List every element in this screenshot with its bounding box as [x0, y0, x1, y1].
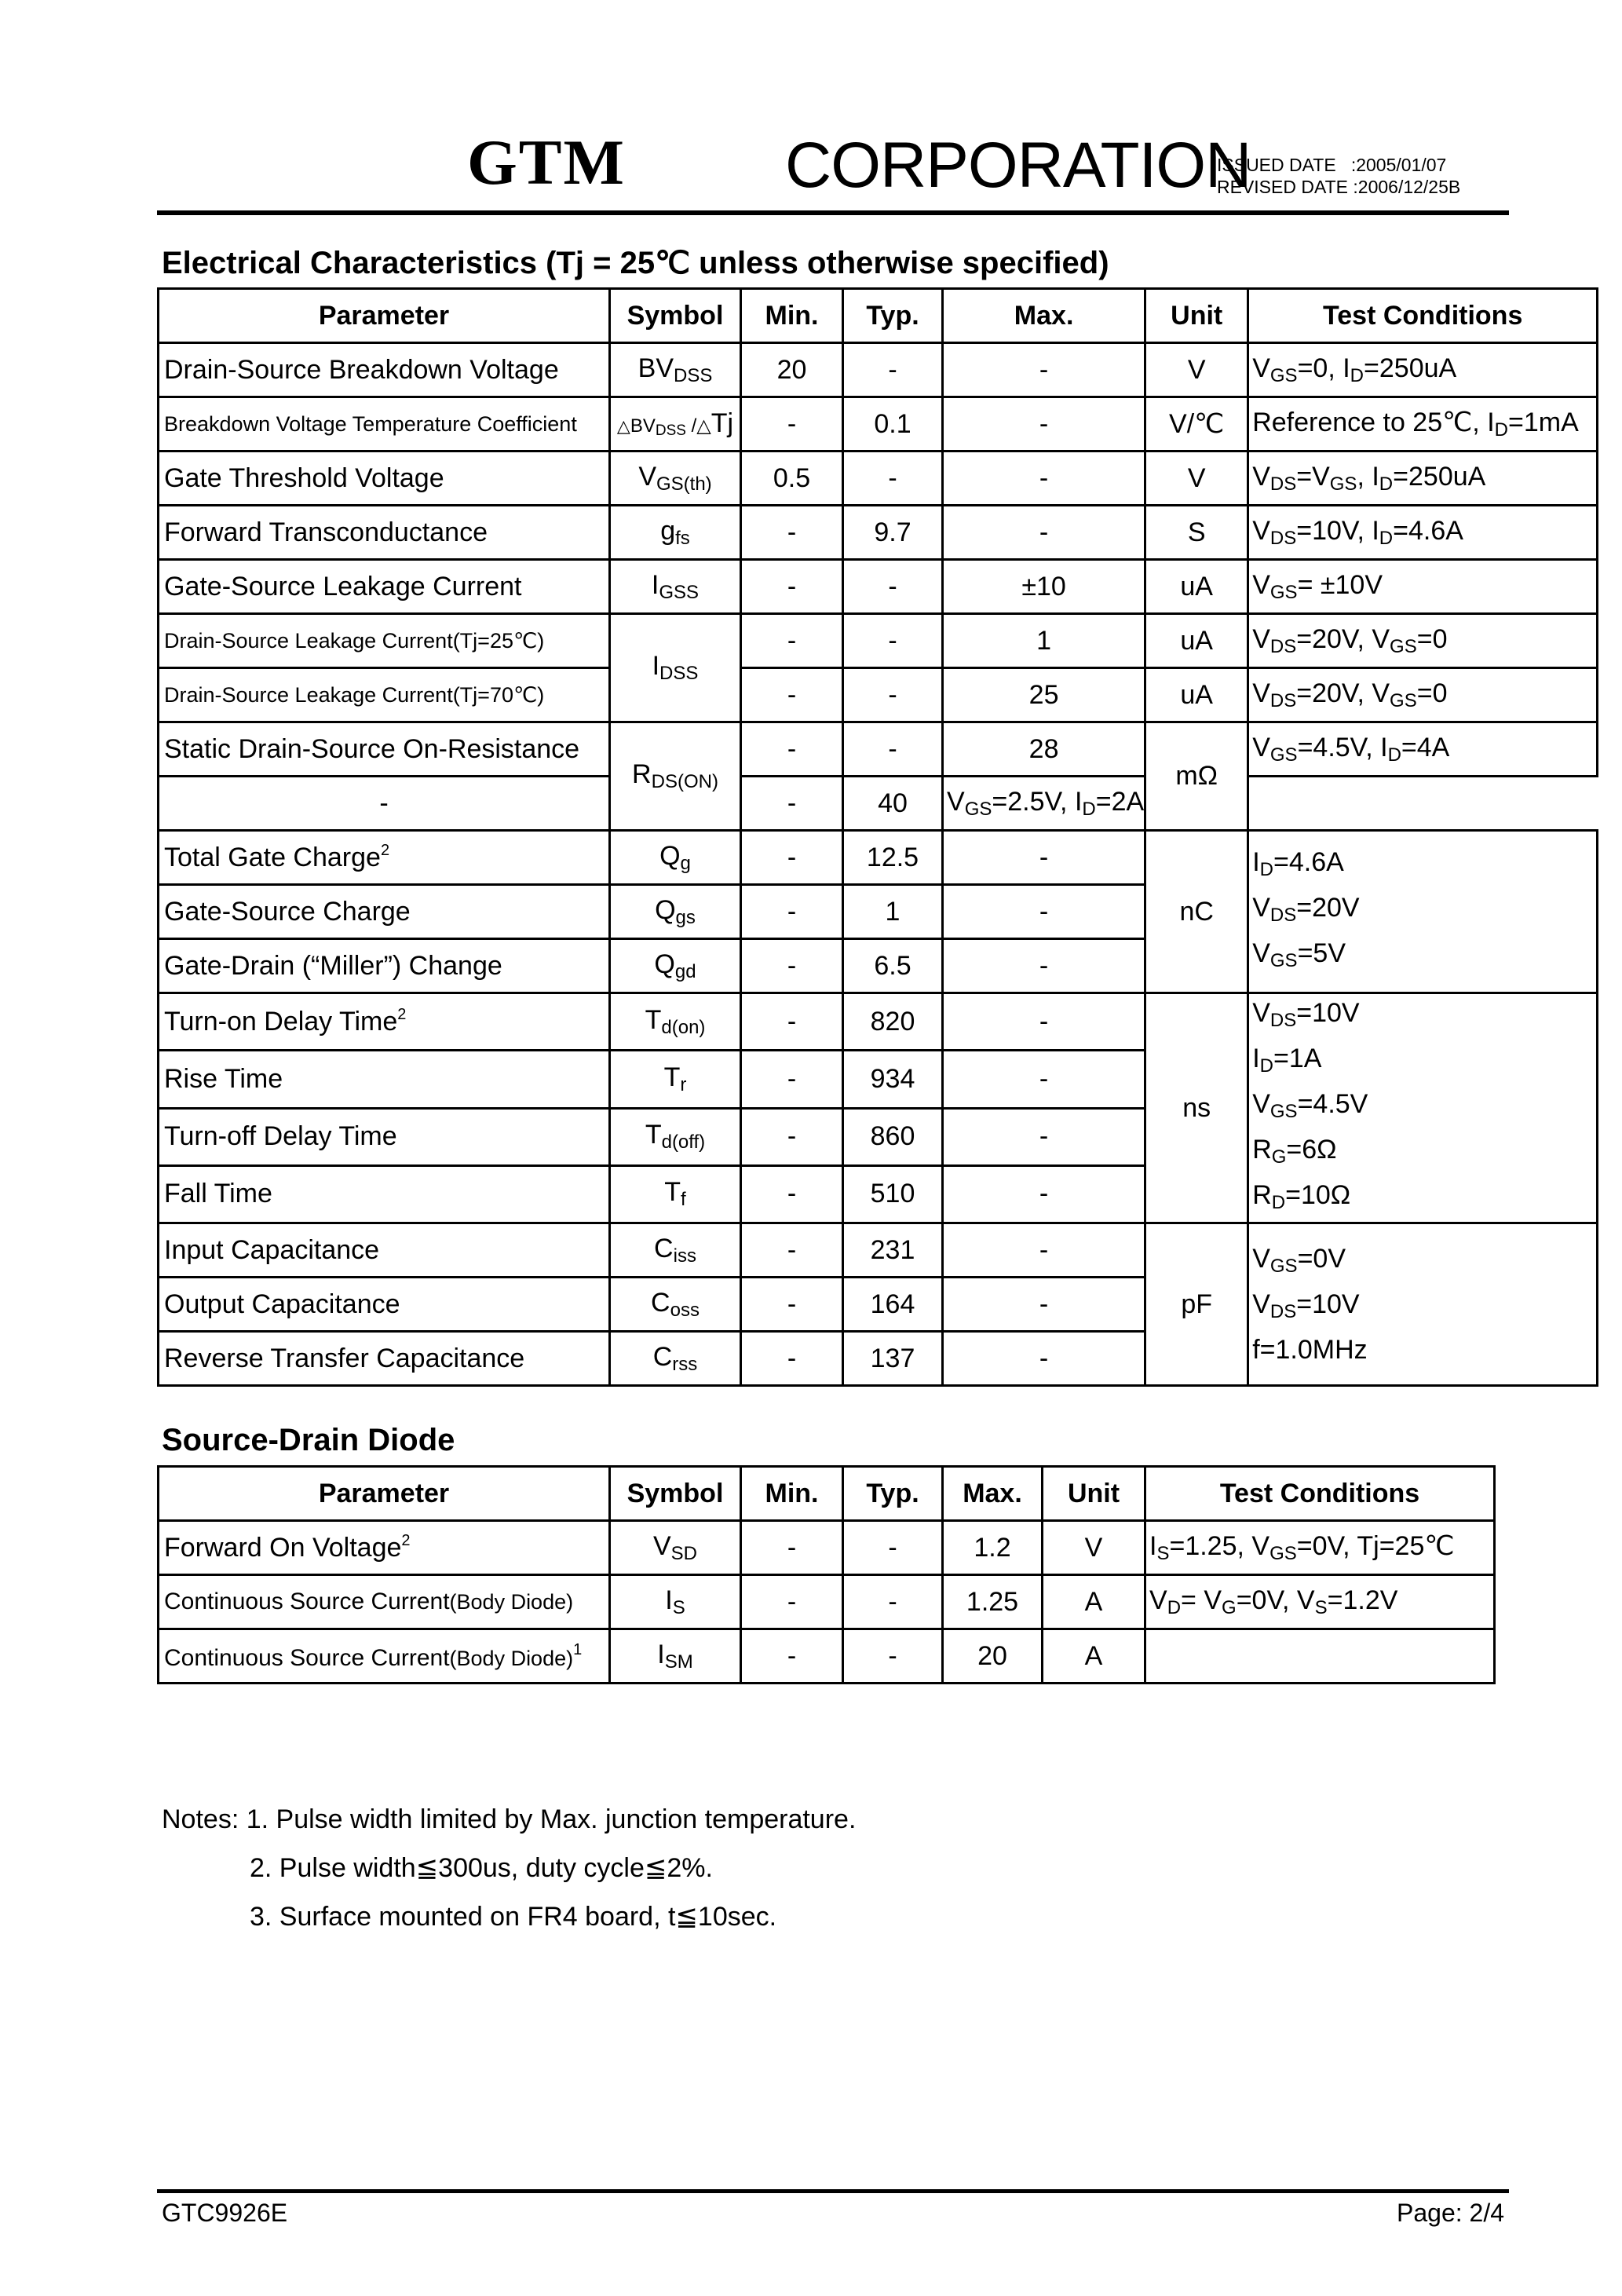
column-header: Min. — [741, 289, 843, 343]
min-cell: - — [741, 885, 843, 939]
symbol-cell: $I_{DSS}$ — [610, 614, 741, 722]
max-cell: ±10 — [943, 560, 1145, 614]
test-conditions-cell: $V_D= V_G=0V$, $V_S=1.2V$ — [1145, 1575, 1495, 1629]
parameter-cell: Rise Time — [159, 1051, 610, 1108]
symbol-cell: $T_{d(on)}$ — [610, 993, 741, 1051]
test-conditions-cell: $V_{DS}=10V$, $I_D=4.6A$ — [1248, 506, 1598, 560]
column-header: Parameter — [159, 289, 610, 343]
table-row — [159, 560, 1598, 614]
parameter-cell: Gate-Source Charge — [159, 885, 610, 939]
symbol-cell: $C_{iss}$ — [610, 1223, 741, 1278]
min-cell: - — [741, 939, 843, 993]
gtm-logo: GTM — [467, 126, 626, 198]
unit-cell: pF — [1145, 1223, 1248, 1386]
table-row — [159, 397, 1598, 452]
parameter-cell: Output Capacitance — [159, 1278, 610, 1332]
unit-cell: uA — [1145, 668, 1248, 722]
table-row — [159, 993, 1598, 1051]
max-cell: - — [943, 506, 1145, 560]
parameter-cell: Gate Threshold Voltage — [159, 452, 610, 506]
max-cell: - — [943, 1108, 1145, 1165]
typ-cell: 510 — [843, 1165, 943, 1223]
typ-cell: 137 — [843, 1332, 943, 1386]
min-cell: - — [741, 1332, 843, 1386]
column-header: Unit — [1145, 289, 1248, 343]
parameter-cell: Input Capacitance — [159, 1223, 610, 1278]
parameter-cell: Reverse Transfer Capacitance — [159, 1332, 610, 1386]
min-cell: 20 — [741, 343, 843, 397]
symbol-cell: $C_{oss}$ — [610, 1278, 741, 1332]
table-row — [159, 1521, 1495, 1575]
unit-cell: V — [1145, 343, 1248, 397]
symbol-cell: $Q_g$ — [610, 831, 741, 885]
symbol-cell: $g_{fs}$ — [610, 506, 741, 560]
table-row — [159, 506, 1598, 560]
note-1: Notes: 1. Pulse width limited by Max. junction temperature. — [162, 1804, 857, 1834]
test-conditions-cell: Reference to 25℃, $I_D=1mA$ — [1248, 397, 1598, 452]
symbol-cell: $T_{d(off)}$ — [610, 1108, 741, 1165]
test-conditions-cell: $V_{GS}=0V$ $V_{DS}=10V$ f=1.0MHz — [1248, 1223, 1598, 1386]
typ-cell: 231 — [843, 1223, 943, 1278]
typ-cell: - — [843, 560, 943, 614]
min-cell: - — [741, 1521, 843, 1575]
test-conditions-cell: $V_{DS}=10V$ $I_D=1A$ $V_{GS}=4.5V$ $R_G=6\Omega$ $R_D=10\Omega$ — [1248, 993, 1598, 1223]
typ-cell: - — [843, 722, 943, 777]
column-header: Max. — [943, 289, 1145, 343]
test-conditions-cell — [1145, 1629, 1495, 1684]
unit-cell: mΩ — [1145, 722, 1248, 831]
min-cell: - — [159, 777, 610, 831]
typ-cell: 12.5 — [843, 831, 943, 885]
typ-cell: 9.7 — [843, 506, 943, 560]
max-cell: - — [943, 1165, 1145, 1223]
test-conditions-cell: $V_{GS}=4.5V$, $I_D=4A$ — [1248, 722, 1598, 777]
min-cell: - — [741, 993, 843, 1051]
symbol-cell: △BVDSS /△Tj — [610, 397, 741, 452]
unit-cell: A — [1043, 1629, 1145, 1684]
unit-cell: uA — [1145, 614, 1248, 668]
max-cell: - — [943, 1278, 1145, 1332]
symbol-cell: $I_{GSS}$ — [610, 560, 741, 614]
max-cell: 1 — [943, 614, 1145, 668]
min-cell: - — [741, 506, 843, 560]
source-drain-diode-title: Source-Drain Diode — [162, 1423, 455, 1457]
min-cell: - — [741, 1575, 843, 1629]
symbol-cell: $T_r$ — [610, 1051, 741, 1108]
column-header: Min. — [741, 1467, 843, 1521]
symbol-cell: $V_{SD}$ — [610, 1521, 741, 1575]
column-header: Test Conditions — [1145, 1467, 1495, 1521]
unit-cell: V — [1043, 1521, 1145, 1575]
symbol-cell: $V_{GS(th)}$ — [610, 452, 741, 506]
column-header: Unit — [1043, 1467, 1145, 1521]
note-2: 2. Pulse width≦300us, duty cycle≦2%. — [250, 1853, 713, 1883]
symbol-cell: $I_{SM}$ — [610, 1629, 741, 1684]
typ-cell: - — [741, 777, 843, 831]
symbol-cell: $BV_{DSS}$ — [610, 343, 741, 397]
typ-cell: 6.5 — [843, 939, 943, 993]
issue-dates — [1217, 154, 1460, 198]
table-row — [159, 777, 1598, 831]
typ-cell: - — [843, 1521, 943, 1575]
symbol-cell: $T_f$ — [610, 1165, 741, 1223]
min-cell: - — [741, 1051, 843, 1108]
min-cell: - — [741, 722, 843, 777]
column-header: Test Conditions — [1248, 289, 1598, 343]
table-row — [159, 722, 1598, 777]
min-cell: - — [741, 668, 843, 722]
table-row — [159, 1223, 1598, 1278]
table-row — [159, 452, 1598, 506]
min-cell: - — [741, 397, 843, 452]
max-cell: - — [943, 885, 1145, 939]
note-3: 3. Surface mounted on FR4 board, t≦10sec. — [250, 1902, 777, 1932]
max-cell: 25 — [943, 668, 1145, 722]
max-cell: 1.25 — [943, 1575, 1043, 1629]
typ-cell: - — [843, 1629, 943, 1684]
max-cell: - — [943, 343, 1145, 397]
parameter-cell: Static Drain-Source On-Resistance — [159, 722, 610, 777]
test-conditions-cell: $V_{GS}=0$, $I_D=250uA$ — [1248, 343, 1598, 397]
test-conditions-cell: $V_{DS}=V_{GS}$, $I_D=250uA$ — [1248, 452, 1598, 506]
parameter-cell: Forward On Voltage$^2$ — [159, 1521, 610, 1575]
column-header: Typ. — [843, 289, 943, 343]
corporation-title: CORPORATION — [785, 130, 1251, 201]
min-cell: - — [741, 1278, 843, 1332]
min-cell: - — [741, 1108, 843, 1165]
unit-cell: V/℃ — [1145, 397, 1248, 452]
parameter-cell: Turn-off Delay Time — [159, 1108, 610, 1165]
parameter-cell: Forward Transconductance — [159, 506, 610, 560]
typ-cell: - — [843, 452, 943, 506]
unit-cell: uA — [1145, 560, 1248, 614]
min-cell: - — [741, 831, 843, 885]
source-drain-diode-table — [157, 1465, 1496, 1684]
parameter-cell: Gate-Drain (“Miller”) Change — [159, 939, 610, 993]
unit-cell: A — [1043, 1575, 1145, 1629]
test-conditions-cell: $I_S=1.25$, $V_{GS}=0V$, Tj=25℃ — [1145, 1521, 1495, 1575]
typ-cell: 0.1 — [843, 397, 943, 452]
footer-rule — [157, 2189, 1509, 2193]
max-cell: 40 — [843, 777, 943, 831]
min-cell: - — [741, 1165, 843, 1223]
test-conditions-cell: $V_{DS}=20V$, $V_{GS}=0$ — [1248, 614, 1598, 668]
header-rule — [157, 210, 1509, 215]
typ-cell: - — [843, 343, 943, 397]
max-cell: - — [943, 939, 1145, 993]
unit-cell: S — [1145, 506, 1248, 560]
parameter-cell: Continuous Source Current(Body Diode)$^1$ — [159, 1629, 610, 1684]
table-row — [159, 343, 1598, 397]
column-header: Parameter — [159, 1467, 610, 1521]
test-conditions-cell: $V_{GS}= \pm 10V$ — [1248, 560, 1598, 614]
min-cell: - — [741, 614, 843, 668]
column-header: Symbol — [610, 1467, 741, 1521]
symbol-cell: $R_{DS(ON)}$ — [610, 722, 741, 831]
table-row — [159, 831, 1598, 885]
unit-cell: ns — [1145, 993, 1248, 1223]
table-row — [159, 668, 1598, 722]
parameter-cell: Fall Time — [159, 1165, 610, 1223]
typ-cell: 1 — [843, 885, 943, 939]
table-header-row — [159, 289, 1598, 343]
min-cell: 0.5 — [741, 452, 843, 506]
issued-date: ISSUED DATE :2005/01/07 — [1217, 155, 1447, 175]
symbol-cell: $C_{rss}$ — [610, 1332, 741, 1386]
max-cell: - — [943, 397, 1145, 452]
typ-cell: - — [843, 614, 943, 668]
typ-cell: 820 — [843, 993, 943, 1051]
max-cell: - — [943, 831, 1145, 885]
min-cell: - — [741, 1223, 843, 1278]
column-header: Symbol — [610, 289, 741, 343]
typ-cell: - — [843, 1575, 943, 1629]
parameter-cell: Turn-on Delay Time$^2$ — [159, 993, 610, 1051]
test-conditions-cell: $V_{DS}=20V$, $V_{GS}=0$ — [1248, 668, 1598, 722]
table-header-row — [159, 1467, 1495, 1521]
page-number: Page: 2/4 — [1397, 2199, 1504, 2227]
part-number: GTC9926E — [162, 2199, 288, 2227]
parameter-cell: Drain-Source Leakage Current(Tj=25℃) — [159, 614, 610, 668]
max-cell: 28 — [943, 722, 1145, 777]
symbol-cell: $Q_{gd}$ — [610, 939, 741, 993]
symbol-cell: $Q_{gs}$ — [610, 885, 741, 939]
typ-cell: 164 — [843, 1278, 943, 1332]
max-cell: - — [943, 452, 1145, 506]
table-row — [159, 1575, 1495, 1629]
test-conditions-cell: $I_D=4.6A$ $V_{DS}=20V$ $V_{GS}=5V$ — [1248, 831, 1598, 993]
typ-cell: - — [843, 668, 943, 722]
test-conditions-cell: $V_{GS}=2.5V$, $I_D=2A$ — [943, 777, 1145, 831]
table-row — [159, 614, 1598, 668]
electrical-characteristics-title: Electrical Characteristics (Tj = 25℃ unless otherwise specified) — [162, 246, 1109, 280]
column-header: Typ. — [843, 1467, 943, 1521]
typ-cell: 934 — [843, 1051, 943, 1108]
parameter-cell: Gate-Source Leakage Current — [159, 560, 610, 614]
typ-cell: 860 — [843, 1108, 943, 1165]
min-cell: - — [741, 1629, 843, 1684]
parameter-cell: Drain-Source Leakage Current(Tj=70℃) — [159, 668, 610, 722]
max-cell: - — [943, 1223, 1145, 1278]
electrical-characteristics-table — [157, 287, 1598, 1387]
unit-cell: nC — [1145, 831, 1248, 993]
parameter-cell: Drain-Source Breakdown Voltage — [159, 343, 610, 397]
column-header: Max. — [943, 1467, 1043, 1521]
page-header — [157, 126, 1507, 212]
max-cell: - — [943, 993, 1145, 1051]
min-cell: - — [741, 560, 843, 614]
revised-date: REVISED DATE :2006/12/25B — [1217, 177, 1461, 197]
max-cell: 1.2 — [943, 1521, 1043, 1575]
parameter-cell: Breakdown Voltage Temperature Coefficient — [159, 397, 610, 452]
max-cell: - — [943, 1051, 1145, 1108]
symbol-cell: $I_S$ — [610, 1575, 741, 1629]
parameter-cell: Total Gate Charge$^2$ — [159, 831, 610, 885]
notes — [162, 1795, 856, 1941]
parameter-cell: Continuous Source Current(Body Diode) — [159, 1575, 610, 1629]
unit-cell: V — [1145, 452, 1248, 506]
table-row — [159, 1629, 1495, 1684]
max-cell: - — [943, 1332, 1145, 1386]
max-cell: 20 — [943, 1629, 1043, 1684]
